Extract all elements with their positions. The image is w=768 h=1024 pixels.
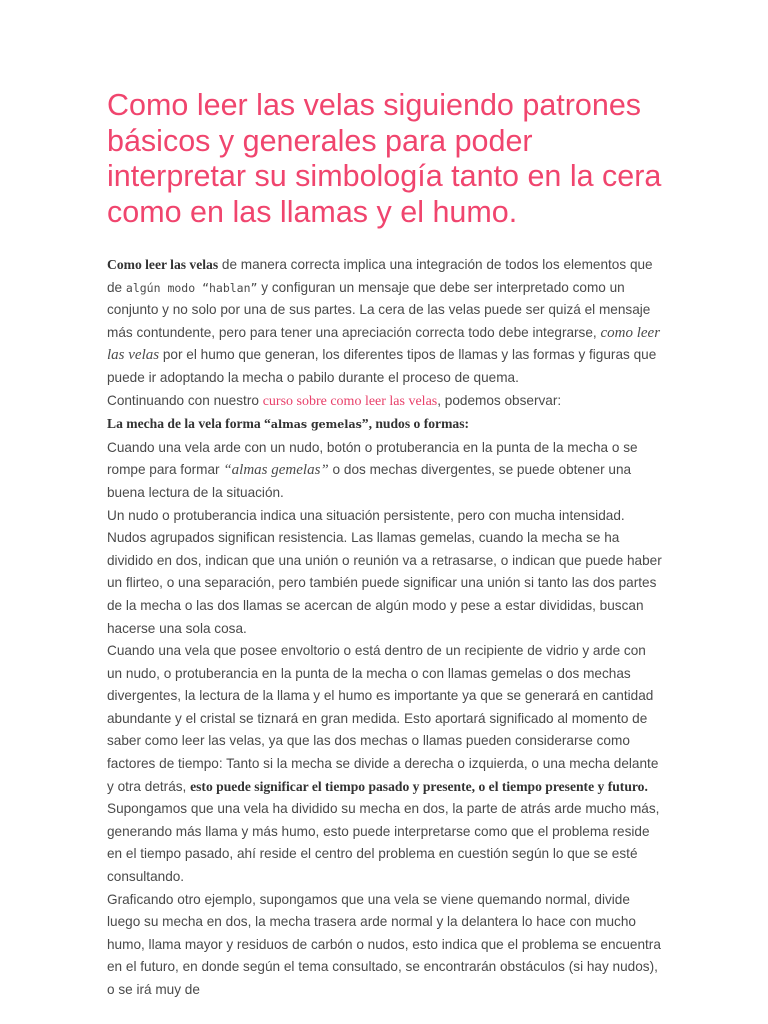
knot-text-2: o dos mechas divergentes, se puede obtener una buena lectura de la situación.	[107, 462, 632, 500]
heading-part-1: La mecha de la vela forma “	[107, 416, 271, 432]
document-page	[107, 88, 662, 1002]
paragraph-glass	[107, 640, 662, 798]
paragraph-example-1: Supongamos que una vela ha dividido su mecha en dos, la parte de atrás arde mucho más, generando más llama y más humo, esto puede interpretarse como que el problema reside en el tiempo pasado, ahí reside el centro del problema en cuestión según lo que se esté consultando.	[107, 801, 660, 885]
knot-italic-phrase: “almas gemelas”	[223, 462, 329, 479]
article-title: Como leer las velas siguiendo patrones básicos y generales para poder interpretar su simbología tanto en la cera como en las llamas y el humo.	[107, 88, 662, 229]
heading-inner-phrase: almas gemelas	[270, 418, 362, 432]
heading-part-2: ”, nudos o formas:	[361, 416, 470, 432]
section-heading	[107, 413, 662, 437]
intro-italic-phrase: como leer las velas	[107, 324, 661, 364]
paragraph-example-2: Graficando otro ejemplo, supongamos que una vela se viene quemando normal, divide luego su mecha en dos, la mecha trasera arde normal y la delantera lo hace con mucho humo, llama mayor y residuos de carbón o nudos, esto indica que el problema se encuentra en el futuro, en donde según el tema consultado, se encontrarán obstáculos (si hay nudos), o se irá muy de	[107, 891, 661, 997]
glass-bold-phrase: esto puede significar el tiempo pasado y presente, o el tiempo presente y futuro.	[190, 778, 648, 794]
course-link[interactable]: curso sobre como leer las velas	[262, 393, 438, 409]
continue-text-1: Continuando con nuestro	[107, 392, 263, 408]
paragraph-continue	[107, 390, 662, 414]
intro-mono-phrase: algún modo “hablan”	[125, 280, 258, 295]
continue-text-2: , podemos observar:	[437, 392, 562, 408]
paragraph-knot	[107, 437, 662, 505]
paragraph-meaning: Un nudo o protuberancia indica una situación persistente, pero con mucha intensidad. Nudos agrupados significan resistencia. Las llamas gemelas, cuando la mecha se ha dividido en dos, indican que una unión o reunión va a retrasarse, o indican que puede haber un flirteo, o una separación, pero también puede significar una unión si tanto las dos partes de la mecha o las dos llamas se acercan de algún modo y pese a estar divididas, buscan hacerse una sola cosa.	[107, 507, 662, 636]
lead-bold-phrase: Como leer las velas	[107, 257, 219, 272]
intro-text-1: de manera correcta implica una integración de todos los elementos que de	[107, 257, 653, 295]
intro-text-3: por el humo que generan, los diferentes tipos de llamas y las formas y figuras que puede ir adoptando la mecha o pabilo durante el proceso de quema.	[107, 347, 657, 385]
article-body	[107, 254, 662, 1002]
intro-text-2: y configuran un mensaje que debe ser interpretado como un conjunto y no solo por una de sus partes. La cera de las velas puede ser quizá el mensaje más contundente, pero para tener una apreciación correcta todo debe integrarse,	[107, 279, 651, 340]
paragraph-intro	[107, 254, 662, 390]
glass-text: Cuando una vela que posee envoltorio o está dentro de un recipiente de vidrio y arde con un nudo, o protuberancia en la punta de la mecha o con llamas gemelas o dos mechas divergentes, la lectura de la llama y el humo es importante ya que se generará en cantidad abundante y el cristal se tiznará en gran medida. Esto aportará significado al momento de saber como leer las velas, ya que las dos mechas o llamas pueden considerarse como factores de tiempo: Tanto si la mecha se divide a derecha o izquierda, o una mecha delante y otra detrás,	[107, 643, 659, 794]
knot-text-1: Cuando una vela arde con un nudo, botón o protuberancia en la punta de la mecha o se rompe para formar	[107, 439, 638, 478]
